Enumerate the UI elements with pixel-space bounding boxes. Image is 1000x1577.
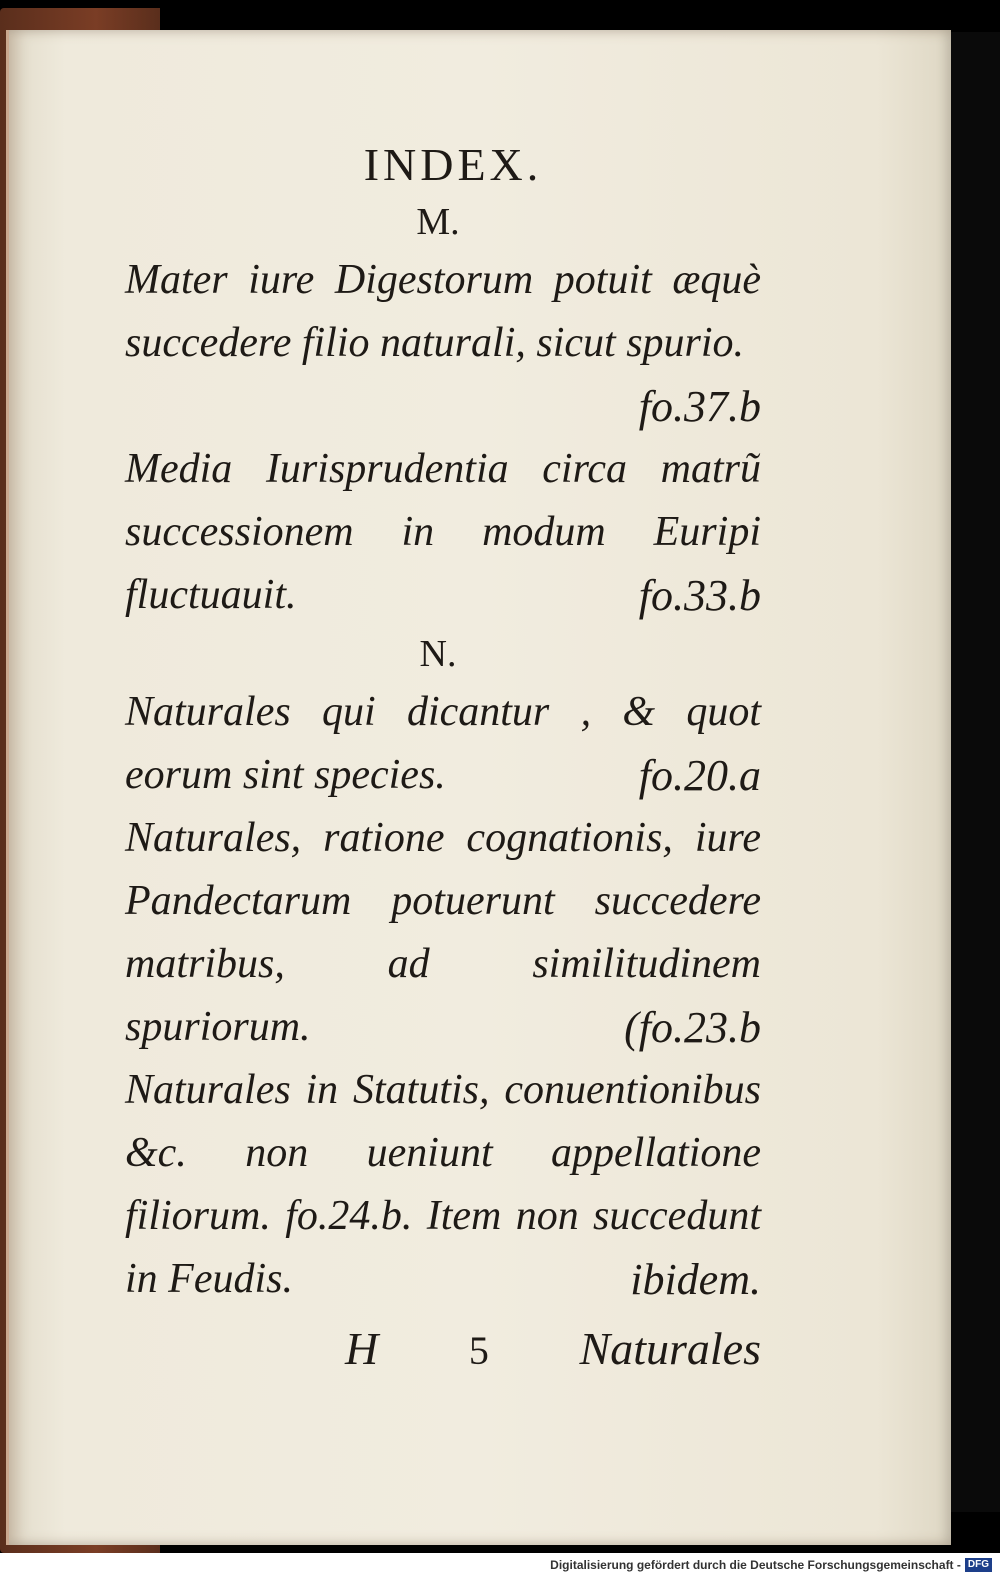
index-entry xyxy=(65,807,761,1059)
entry-text: Naturales qui dicantur , & quot eorum sint species. xyxy=(125,689,761,798)
entry-folio-ref: (fo.23.b xyxy=(624,1003,761,1052)
dfg-logo: DFG xyxy=(965,1558,992,1572)
entry-text: Media Iurisprudentia circa matrũ successionem in modum Euripi fluctuauit. xyxy=(125,446,761,618)
background-fore-edge xyxy=(950,32,1000,1512)
entry-folio-ref: fo.33.b xyxy=(638,571,761,620)
signature-number: 5 xyxy=(468,1328,489,1373)
index-entry xyxy=(65,438,761,627)
signature-mark: H xyxy=(345,1323,379,1374)
entry-folio-ref: fo.20.a xyxy=(638,751,761,800)
entry-folio-ref: ibidem. xyxy=(630,1255,761,1304)
entry-folio-ref: fo.37.b xyxy=(638,382,761,431)
section-letter-n: N. xyxy=(419,633,457,675)
entry-text: Mater iure Digestorum potuit æquè succedere filio naturali, sicut spurio. xyxy=(125,257,761,366)
page-footer-line xyxy=(65,1317,761,1382)
index-entry xyxy=(65,249,761,438)
index-entry xyxy=(65,681,761,807)
entry-text: Naturales, ratione cognationis, iure Pandectarum potuerunt succedere matribus, ad similitudinem spuriorum. xyxy=(125,815,761,1050)
section-letter-m: M. xyxy=(416,201,460,243)
catchword: Naturales xyxy=(579,1323,761,1374)
index-text-block xyxy=(65,135,761,1382)
digitization-credit-bar xyxy=(0,1553,1000,1577)
digitization-credit: Digitalisierung gefördert durch die Deutsche Forschungsgemeinschaft - xyxy=(550,1558,961,1572)
book-page xyxy=(6,30,951,1545)
page-heading: INDEX. xyxy=(363,139,543,190)
entry-text: Naturales in Statutis, conuentionibus &c. non ueniunt appellatione filiorum. fo.24.b. Item non succedunt in Feudis. xyxy=(125,1067,761,1302)
index-entry xyxy=(65,1059,761,1311)
